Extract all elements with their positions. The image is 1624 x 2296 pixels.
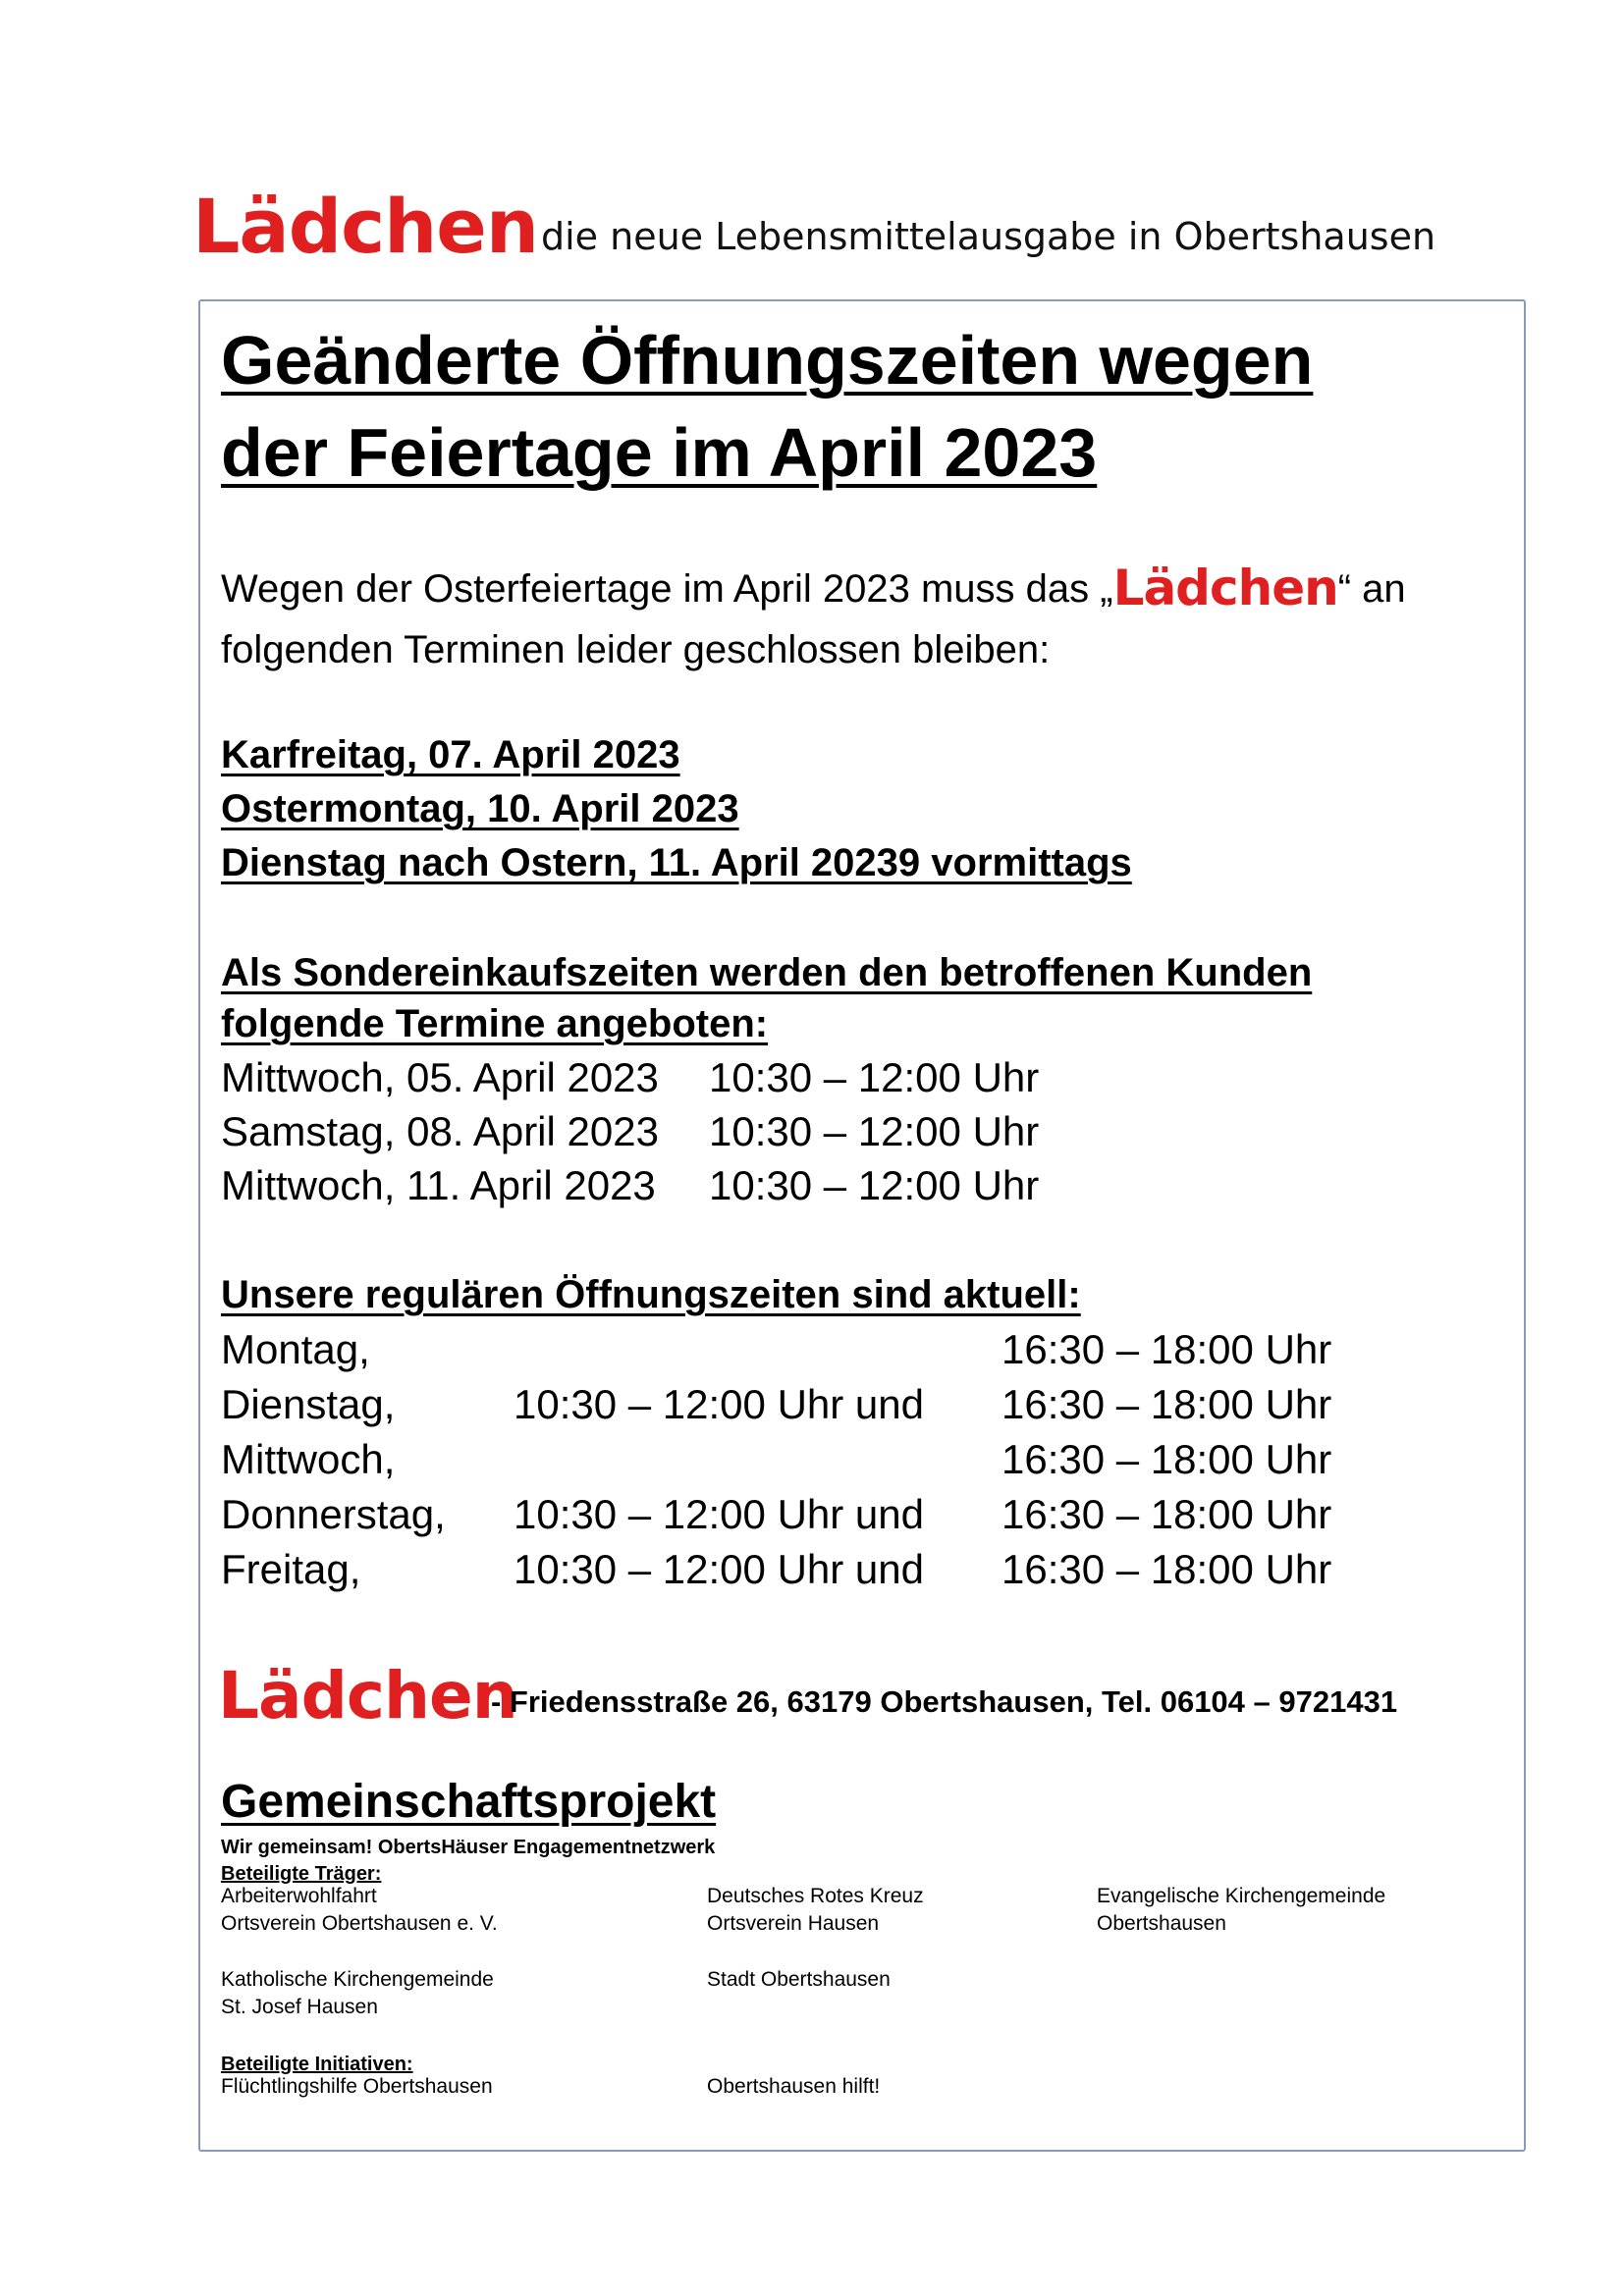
regular-day: Freitag, xyxy=(221,1546,361,1592)
special-date: Mittwoch, 11. April 2023 xyxy=(221,1162,656,1208)
inline-logo: Lädchen xyxy=(1112,560,1338,616)
closed-date: Dienstag nach Ostern, 11. April 20239 vormittags xyxy=(221,841,1132,884)
intro-line-2: folgenden Terminen leider geschlossen bleiben: xyxy=(221,628,1051,671)
carrier-name: Stadt Obertshausen xyxy=(707,1968,891,1991)
laedchen-logo: Lädchen xyxy=(192,183,538,270)
regular-row xyxy=(221,1322,1497,1377)
special-time: 10:30 – 12:00 Uhr xyxy=(709,1054,1040,1100)
carriers-heading: Beteiligte Träger: xyxy=(221,1863,382,1885)
title-line-2: der Feiertage im April 2023 xyxy=(221,414,1098,491)
regular-afternoon: 16:30 – 18:00 Uhr xyxy=(1001,1436,1332,1482)
carrier-detail: Ortsverein Hausen xyxy=(707,1912,880,1935)
special-heading-line-2: folgende Termine angeboten: xyxy=(221,1002,769,1045)
carrier-name: Katholische Kirchengemeinde xyxy=(221,1968,494,1991)
carrier-item xyxy=(1097,1883,1385,1938)
special-row xyxy=(221,1050,1497,1104)
initiative-item: Flüchtlingshilfe Obertshausen xyxy=(221,2075,493,2098)
regular-row xyxy=(221,1432,1497,1487)
regular-day: Donnerstag, xyxy=(221,1491,446,1537)
special-heading-line-1: Als Sondereinkaufszeiten werden den betroffenen Kunden xyxy=(221,951,1313,994)
intro-text xyxy=(221,558,1497,680)
regular-afternoon: 16:30 – 18:00 Uhr xyxy=(1001,1546,1332,1592)
carrier-item xyxy=(221,1966,494,2021)
page-title xyxy=(221,314,1497,499)
contact-line xyxy=(218,1657,1514,1735)
special-row xyxy=(221,1104,1497,1158)
contact-address: - Friedensstraße 26, 63179 Obertshausen, Tel. 06104 – 9721431 xyxy=(491,1684,1398,1719)
closed-date: Karfreitag, 07. April 2023 xyxy=(221,733,680,776)
project-heading: Gemeinschaftsprojekt xyxy=(221,1776,717,1828)
carrier-item xyxy=(707,1966,891,1994)
special-hours-list xyxy=(221,1050,1497,1212)
regular-day: Dienstag, xyxy=(221,1381,396,1427)
regular-afternoon: 16:30 – 18:00 Uhr xyxy=(1001,1381,1332,1427)
closed-dates xyxy=(221,728,1497,890)
header-subtitle: die neue Lebensmittelausgabe in Obertshausen xyxy=(541,215,1436,258)
initiative-item: Obertshausen hilft! xyxy=(707,2075,881,2098)
special-time: 10:30 – 12:00 Uhr xyxy=(709,1162,1040,1208)
special-time: 10:30 – 12:00 Uhr xyxy=(709,1108,1040,1154)
page-header xyxy=(192,183,1469,271)
regular-morning: 10:30 – 12:00 Uhr und xyxy=(514,1546,924,1592)
regular-hours-heading: Unsere regulären Öffnungszeiten sind aktuell: xyxy=(221,1273,1081,1316)
regular-afternoon: 16:30 – 18:00 Uhr xyxy=(1001,1326,1332,1372)
closed-date: Ostermontag, 10. April 2023 xyxy=(221,787,739,830)
regular-hours-list xyxy=(221,1322,1497,1597)
carrier-detail: St. Josef Hausen xyxy=(221,1996,378,2018)
intro-before: Wegen der Osterfeiertage im April 2023 muss das „ xyxy=(221,567,1113,611)
carrier-name: Arbeiterwohlfahrt xyxy=(221,1885,377,1907)
special-date: Samstag, 08. April 2023 xyxy=(221,1108,659,1154)
regular-row xyxy=(221,1542,1497,1597)
carrier-item xyxy=(707,1883,924,1938)
carrier-item xyxy=(221,1883,498,1938)
initiatives-heading: Beteiligte Initiativen: xyxy=(221,2054,413,2075)
regular-row xyxy=(221,1377,1497,1432)
carrier-detail: Obertshausen xyxy=(1097,1912,1226,1935)
regular-day: Montag, xyxy=(221,1326,370,1372)
intro-after: “ an xyxy=(1337,567,1406,611)
special-hours-heading xyxy=(221,947,1497,1049)
network-name: Wir gemeinsam! ObertsHäuser Engagementnetzwerk xyxy=(221,1837,716,1858)
special-date: Mittwoch, 05. April 2023 xyxy=(221,1054,659,1100)
carrier-name: Deutsches Rotes Kreuz xyxy=(707,1885,924,1907)
regular-morning: 10:30 – 12:00 Uhr und xyxy=(514,1381,924,1427)
regular-day: Mittwoch, xyxy=(221,1436,396,1482)
title-line-1: Geänderte Öffnungszeiten wegen xyxy=(221,322,1314,399)
regular-afternoon: 16:30 – 18:00 Uhr xyxy=(1001,1491,1332,1537)
special-row xyxy=(221,1158,1497,1212)
carrier-name: Evangelische Kirchengemeinde xyxy=(1097,1885,1386,1907)
carrier-detail: Ortsverein Obertshausen e. V. xyxy=(221,1912,498,1935)
regular-row xyxy=(221,1487,1497,1542)
regular-morning: 10:30 – 12:00 Uhr und xyxy=(514,1491,924,1537)
contact-logo: Lädchen xyxy=(218,1658,517,1734)
